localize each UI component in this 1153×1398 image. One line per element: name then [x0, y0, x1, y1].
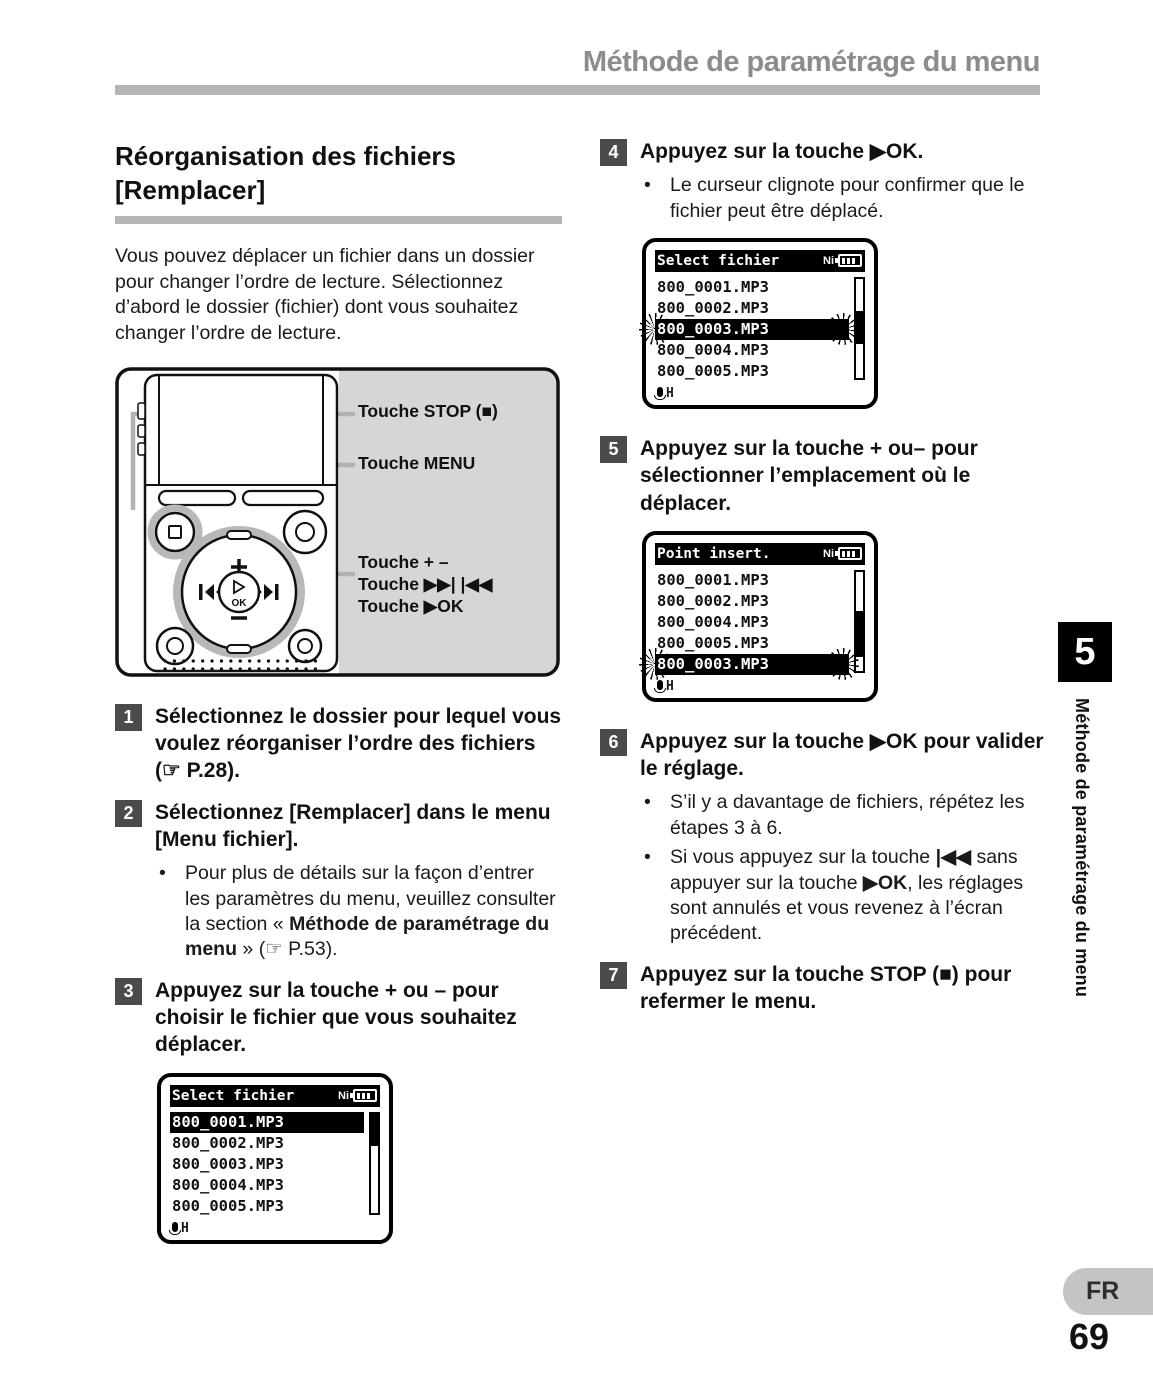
lcd-screen-select-fichier-1 — [157, 1073, 393, 1244]
dpad-plus-tab — [227, 531, 251, 539]
bullet-item — [640, 173, 1047, 224]
lcd-screen-point-insert — [642, 531, 878, 702]
lcd-footer — [170, 1218, 380, 1235]
label-skip: Touche ▶▶| |◀◀ — [358, 573, 493, 594]
step-3 — [115, 977, 562, 1059]
step-number: 7 — [600, 962, 627, 989]
lcd-file-row: 800_0005.MP3 — [657, 633, 769, 652]
lcd-file-row: 800_0003.MP3 — [655, 654, 849, 675]
lcd-file-row: 800_0005.MP3 — [657, 361, 769, 380]
step-heading: Sélectionnez le dossier pour lequel vous voulez réorganiser l’ordre des fichiers (☞ P.28). — [155, 704, 562, 783]
nimh-indicator: Ni — [823, 254, 834, 267]
section-title-line1: Réorganisation des fichiers — [115, 141, 456, 171]
lcd-file-row: 800_0004.MP3 — [657, 612, 769, 631]
lcd-footer — [655, 383, 865, 400]
lcd-file-list — [655, 277, 849, 382]
mic-sensitivity-level: H — [666, 385, 674, 401]
bullet-text: Le curseur clignote pour confirmer que le fichier peut être déplacé. — [670, 174, 1025, 222]
mic-sensitivity-icon — [657, 680, 663, 690]
step-heading: Appuyez sur la touche + ou– pour sélectionner l’emplacement où le déplacer. — [640, 436, 978, 515]
step-heading: Sélectionnez [Remplacer] dans le menu [Menu fichier]. — [155, 800, 551, 851]
page-header-title: Méthode de paramétrage du menu — [582, 46, 1040, 78]
label-ok: Touche ▶OK — [358, 595, 464, 616]
bullet-text: , les réglages sont annulés et vous revenez à l’écran précédent. — [670, 871, 1024, 945]
rewind-icon: |◀◀ — [935, 846, 972, 869]
lcd-file-row: 800_0001.MP3 — [657, 570, 769, 589]
lcd-title-bar — [655, 250, 865, 272]
lcd-title: Select fichier — [172, 1087, 295, 1104]
step-5 — [600, 435, 1047, 517]
left-column — [115, 140, 562, 1244]
label-stop-button: Touche STOP (■) — [358, 400, 498, 421]
bullet-dot: • — [159, 862, 166, 885]
lcd-file-row: 800_0001.MP3 — [657, 277, 769, 296]
bullet-text-bold: Méthode de paramétrage du menu — [185, 912, 550, 961]
bullet-text: » (☞ P.53). — [237, 938, 338, 961]
step-4 — [600, 138, 1047, 224]
step-number: 5 — [600, 436, 627, 463]
section-title-line2: [Remplacer] — [115, 174, 266, 205]
step-2 — [115, 799, 562, 963]
bullet-dot: • — [644, 846, 651, 869]
step-heading: Appuyez sur la touche + ou – pour choisir le fichier que vous souhaitez déplacer. — [155, 978, 517, 1057]
side-switch — [138, 403, 145, 419]
lcd-scroll-thumb — [371, 1114, 378, 1147]
battery-icon — [353, 1089, 377, 1102]
bullet-text: Si vous appuyez sur la touche — [670, 846, 936, 869]
lcd-file-row: 800_0004.MP3 — [657, 340, 769, 359]
section-title — [115, 140, 562, 208]
mic-sensitivity-icon — [172, 1222, 178, 1232]
lcd-title: Point insert. — [657, 545, 771, 562]
step-bullets — [155, 861, 562, 962]
step-bullets — [640, 173, 1047, 224]
chapter-number-tab: 5 — [1058, 622, 1112, 682]
nimh-indicator: Ni — [338, 1089, 349, 1102]
lcd-footer — [655, 676, 865, 693]
mic-sensitivity-icon — [657, 387, 663, 397]
lcd-file-row: 800_0003.MP3 — [655, 319, 849, 340]
step-number: 1 — [115, 704, 142, 731]
side-switch — [138, 425, 145, 437]
ok-label: ▶OK — [862, 871, 908, 894]
lcd-file-row: 800_0002.MP3 — [172, 1133, 284, 1152]
soft-key-left — [159, 491, 235, 505]
step-7 — [600, 961, 1047, 1016]
lcd-file-row: 800_0004.MP3 — [172, 1175, 284, 1194]
bullet-text: sans appuyer sur la touche — [670, 846, 1018, 894]
bullet-item — [640, 845, 1047, 946]
lcd-file-row: 800_0001.MP3 — [170, 1112, 364, 1133]
step-heading: Appuyez sur la touche ▶OK pour valider le réglage. — [640, 729, 1044, 781]
dpad-minus-tab — [227, 645, 251, 653]
label-plus-minus: Touche + – — [358, 551, 449, 572]
step-number: 4 — [600, 139, 627, 166]
lcd-scrollbar — [369, 1112, 380, 1215]
battery-icon — [838, 254, 862, 267]
side-switch — [138, 443, 145, 455]
bullet-text: Pour plus de détails sur la façon d’entrer les paramètres du menu, veuillez consulter la section « — [185, 862, 556, 935]
lcd-file-list — [655, 570, 849, 675]
mic-sensitivity-level: H — [666, 678, 674, 694]
lcd-screen-select-fichier-2 — [642, 238, 878, 409]
step-number: 6 — [600, 729, 627, 756]
bullet-dot: • — [644, 791, 651, 814]
lcd-title-bar — [170, 1085, 380, 1107]
right-column — [600, 138, 1047, 1015]
lcd-file-list — [170, 1112, 364, 1217]
intro-paragraph: Vous pouvez déplacer un fichier dans un dossier pour changer l’ordre de lecture. Sélectionnez d’abord le dossier (fichier) dont vous souhaitez changer l’ordre de lecture. — [115, 244, 535, 345]
label-menu-button: Touche MENU — [358, 452, 476, 473]
page-number: 69 — [1068, 1316, 1110, 1357]
soft-key-right — [243, 491, 323, 505]
ok-button-label: OK — [231, 597, 247, 609]
lcd-scroll-thumb — [856, 611, 863, 657]
bullet-item — [155, 861, 562, 962]
label-dpad-buttons — [358, 552, 492, 618]
mic-sensitivity-level: H — [181, 1220, 189, 1236]
lcd-file-row: 800_0002.MP3 — [657, 591, 769, 610]
lcd-file-row: 800_0003.MP3 — [172, 1154, 284, 1173]
bullet-text: S’il y a davantage de fichiers, répétez les étapes 3 à 6. — [670, 791, 1025, 839]
nimh-indicator: Ni — [823, 547, 834, 560]
bullet-item — [640, 790, 1047, 841]
header-rule — [115, 85, 1040, 95]
step-number: 3 — [115, 978, 142, 1005]
step-6 — [600, 728, 1047, 947]
battery-icon — [838, 547, 862, 560]
lcd-title-bar — [655, 543, 865, 565]
stop-button — [156, 513, 194, 551]
step-heading: Appuyez sur la touche STOP (■) pour refermer le menu. — [640, 962, 1012, 1013]
step-1 — [115, 703, 562, 785]
section-rule — [115, 216, 562, 224]
device-figure — [115, 367, 560, 677]
language-badge: FR — [1063, 1268, 1153, 1315]
step-heading: Appuyez sur la touche ▶OK. — [640, 140, 924, 163]
step-bullets — [640, 790, 1047, 946]
sidebar-chapter-title: Méthode de paramétrage du menu — [1072, 698, 1092, 998]
lcd-file-row: 800_0002.MP3 — [657, 298, 769, 317]
step-number: 2 — [115, 800, 142, 827]
lcd-title: Select fichier — [657, 252, 780, 269]
lcd-file-row: 800_0005.MP3 — [172, 1196, 284, 1215]
bullet-dot: • — [644, 174, 651, 197]
rec-dot-icon — [296, 523, 314, 541]
